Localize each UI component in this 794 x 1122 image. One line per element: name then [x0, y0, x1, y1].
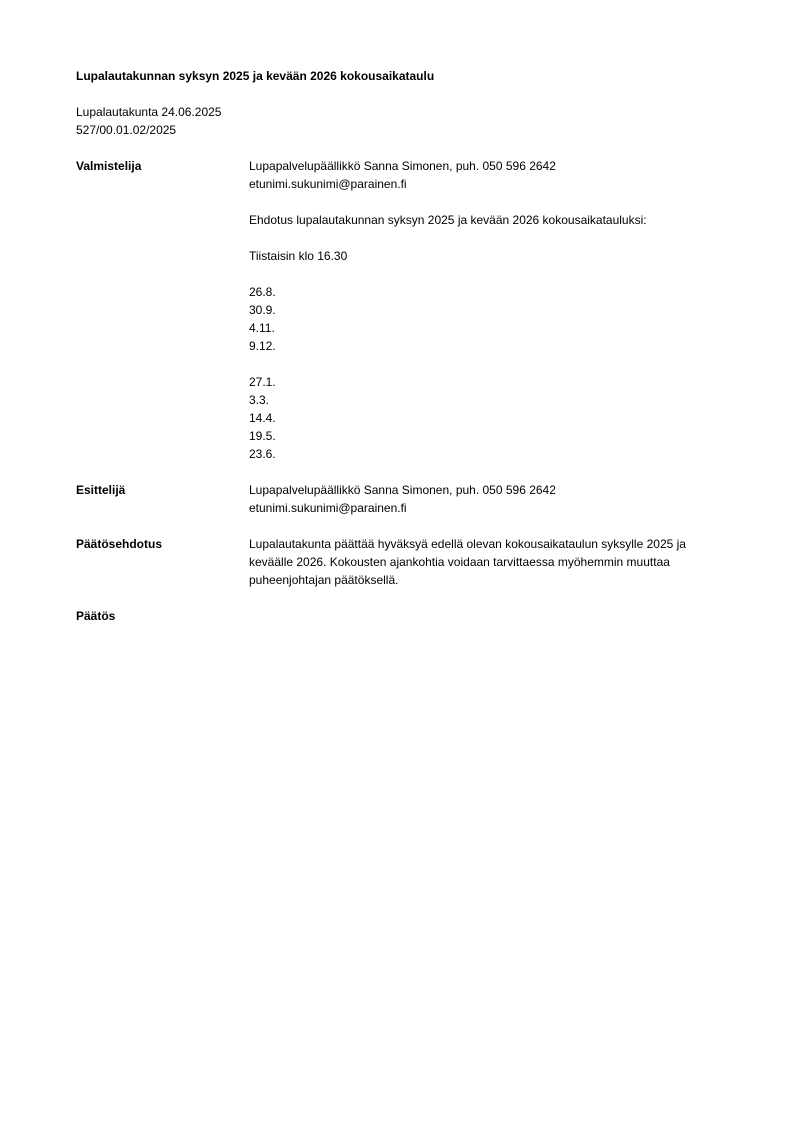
spring-date: 14.4. [249, 411, 276, 425]
autumn-date: 4.11. [249, 321, 275, 335]
meeting-line: Lupalautakunta 24.06.2025 [76, 105, 222, 119]
decision-body [249, 607, 746, 625]
presenter-body [249, 481, 746, 517]
spacer [249, 265, 746, 283]
spring-dates-list [249, 373, 746, 463]
preparer-contact-email: etunimi.sukunimi@parainen.fi [249, 177, 407, 191]
case-number: 527/00.01.02/2025 [76, 123, 177, 137]
proposal-intro: Ehdotus lupalautakunnan syksyn 2025 ja kevään 2026 kokousaikatauluksi: [249, 213, 647, 227]
spacer [249, 355, 746, 373]
spring-date: 23.6. [249, 447, 276, 461]
preparer-body [249, 157, 746, 463]
autumn-date: 26.8. [249, 285, 276, 299]
decision-section [76, 607, 746, 625]
autumn-date: 30.9. [249, 303, 276, 317]
spring-date: 19.5. [249, 429, 276, 443]
decision-proposal-section [76, 535, 746, 589]
preparer-label: Valmistelija [76, 159, 142, 173]
preparer-section [76, 157, 746, 463]
spring-date: 27.1. [249, 375, 276, 389]
presenter-label: Esittelijä [76, 483, 126, 497]
decision-proposal-label: Päätösehdotus [76, 537, 163, 551]
preparer-contact-name: Lupapalvelupäällikkö Sanna Simonen, puh. 050 596 2642 [249, 159, 556, 173]
document-title: Lupalautakunnan syksyn 2025 ja kevään 2026 kokousaikataulu [76, 69, 435, 83]
document-page [76, 67, 746, 625]
meeting-time: Tiistaisin klo 16.30 [249, 249, 348, 263]
decision-proposal-body [249, 535, 746, 589]
decision-label: Päätös [76, 609, 116, 623]
presenter-contact-email: etunimi.sukunimi@parainen.fi [249, 501, 407, 515]
decision-proposal-line: keväälle 2026. Kokousten ajankohtia voidaan tarvittaessa myöhemmin muuttaa [249, 555, 670, 569]
autumn-date: 9.12. [249, 339, 276, 353]
presenter-contact-name: Lupapalvelupäällikkö Sanna Simonen, puh. 050 596 2642 [249, 483, 556, 497]
decision-proposal-line: puheenjohtajan päätöksellä. [249, 573, 399, 587]
decision-proposal-line: Lupalautakunta päättää hyväksyä edellä olevan kokousaikataulun syksylle 2025 ja [249, 537, 686, 551]
spacer [249, 229, 746, 247]
presenter-section [76, 481, 746, 517]
spacer [249, 193, 746, 211]
autumn-dates-list [249, 283, 746, 355]
spring-date: 3.3. [249, 393, 270, 407]
document-meta [76, 103, 746, 139]
